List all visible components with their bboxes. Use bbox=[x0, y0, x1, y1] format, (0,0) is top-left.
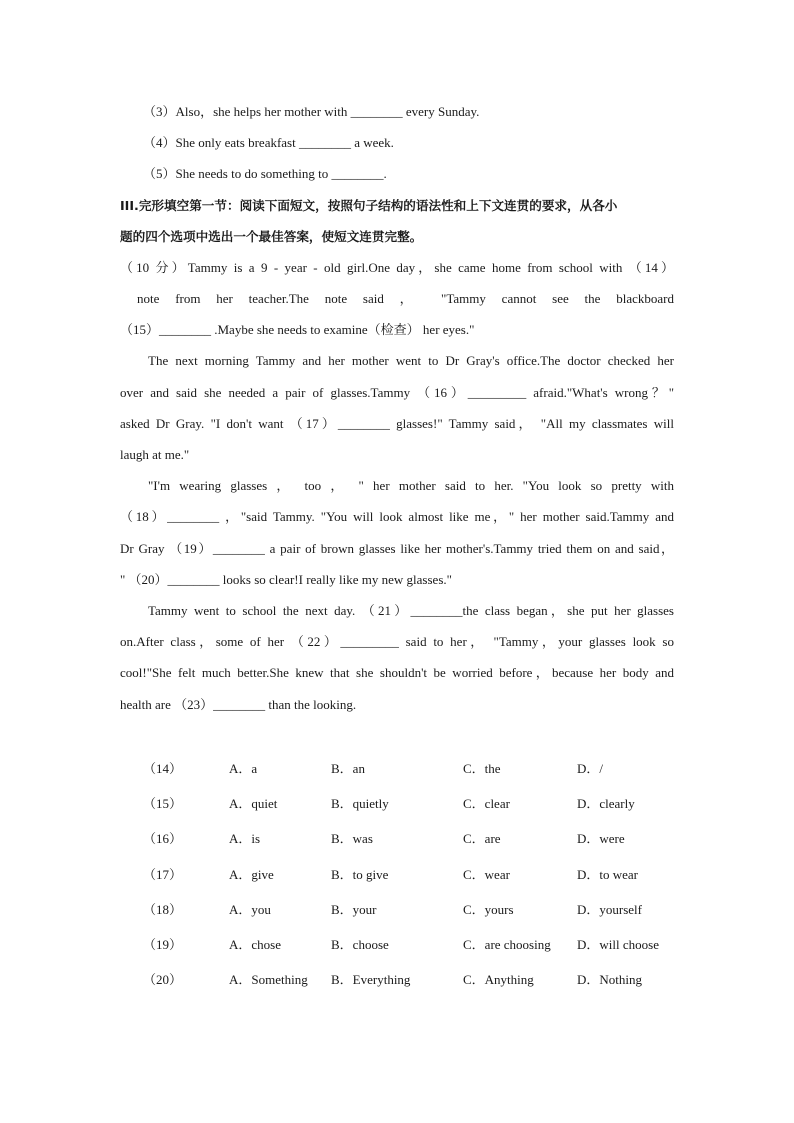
passage-line: on.After class，some of her （22）_________ said to her， "Tammy，your glasses look so bbox=[120, 634, 674, 649]
option-b[interactable]: B．to give bbox=[331, 867, 389, 882]
question-text: She needs to do something to ________. bbox=[175, 166, 387, 181]
passage-line: asked Dr Gray. "I don't want （17）________ glasses!" Tammy said， "All my classmates will bbox=[120, 416, 674, 431]
option-c[interactable]: C．Anything bbox=[463, 972, 534, 987]
passage-line: "I'm wearing glasses ， too ， " her mother said to her. "You look so pretty with bbox=[148, 478, 674, 493]
option-a[interactable]: A．you bbox=[229, 902, 271, 917]
option-row-20 bbox=[0, 971, 794, 989]
option-a[interactable]: A．a bbox=[229, 761, 258, 776]
option-a[interactable]: A．quiet bbox=[229, 796, 278, 811]
option-b[interactable]: B．was bbox=[331, 831, 373, 846]
option-row-17 bbox=[0, 866, 794, 884]
option-number: （17） bbox=[143, 867, 183, 882]
passage-line: laugh at me." bbox=[120, 447, 190, 462]
question-number: （4） bbox=[143, 135, 176, 150]
option-row-19 bbox=[0, 936, 794, 954]
section-heading-line-2: 题的四个选项中选出一个最佳答案，使短文连贯完整。 bbox=[120, 229, 423, 244]
option-row-16 bbox=[0, 830, 794, 848]
question-number: （3） bbox=[143, 104, 176, 119]
option-number: （14） bbox=[143, 761, 183, 776]
option-c[interactable]: C．clear bbox=[463, 796, 510, 811]
question-text: Also，she helps her mother with ________ every Sunday. bbox=[175, 104, 480, 119]
section-heading-line-1: III.完形填空第一节：阅读下面短文，按照句子结构的语法性和上下文连贯的要求，从各小 bbox=[120, 198, 618, 213]
option-row-14 bbox=[0, 760, 794, 778]
option-a[interactable]: A．chose bbox=[229, 937, 281, 952]
passage-line: health are （23）________ than the looking. bbox=[120, 697, 357, 712]
option-a[interactable]: A．Something bbox=[229, 972, 308, 987]
passage-line: " （20）________ looks so clear!I really like my new glasses." bbox=[120, 572, 452, 587]
option-d[interactable]: D．to wear bbox=[577, 867, 639, 882]
option-a[interactable]: A．give bbox=[229, 867, 274, 882]
option-d[interactable]: D．/ bbox=[577, 761, 604, 776]
option-a[interactable]: A．is bbox=[229, 831, 261, 846]
option-d[interactable]: D．clearly bbox=[577, 796, 635, 811]
option-d[interactable]: D．will choose bbox=[577, 937, 659, 952]
option-c[interactable]: C．are choosing bbox=[463, 937, 551, 952]
option-number: （20） bbox=[143, 972, 183, 987]
question-text: She only eats breakfast ________ a week. bbox=[175, 135, 394, 150]
option-c[interactable]: C．wear bbox=[463, 867, 510, 882]
option-row-18 bbox=[0, 901, 794, 919]
question-number: （5） bbox=[143, 166, 176, 181]
option-b[interactable]: B．your bbox=[331, 902, 377, 917]
option-d[interactable]: D．yourself bbox=[577, 902, 642, 917]
question-5 bbox=[143, 165, 387, 183]
option-number: （19） bbox=[143, 937, 183, 952]
passage-line: Dr Gray （19）________ a pair of brown glasses like her mother's.Tammy tried them on and said， bbox=[120, 541, 674, 556]
passage-line: cool!"She felt much better.She knew that she shouldn't be worried before，because her body and bbox=[120, 665, 674, 680]
option-b[interactable]: B．an bbox=[331, 761, 365, 776]
passage-line: Tammy went to school the next day. （21）________the class began，she put her glasses bbox=[148, 603, 674, 618]
passage-line: The next morning Tammy and her mother went to Dr Gray's office.The doctor checked her bbox=[148, 353, 674, 368]
option-number: （18） bbox=[143, 902, 183, 917]
passage-line: （15）________ .Maybe she needs to examine（检查） her eyes." bbox=[120, 322, 475, 337]
passage-line: over and said she needed a pair of glasses.Tammy （16）_________ afraid."What's wrong？" bbox=[120, 385, 674, 400]
option-d[interactable]: D．Nothing bbox=[577, 972, 643, 987]
question-4 bbox=[143, 134, 394, 152]
option-b[interactable]: B．Everything bbox=[331, 972, 411, 987]
option-number: （15） bbox=[143, 796, 183, 811]
option-b[interactable]: B．quietly bbox=[331, 796, 389, 811]
option-b[interactable]: B．choose bbox=[331, 937, 389, 952]
question-3 bbox=[143, 103, 479, 121]
option-c[interactable]: C．the bbox=[463, 761, 501, 776]
option-c[interactable]: C．yours bbox=[463, 902, 514, 917]
option-d[interactable]: D．were bbox=[577, 831, 625, 846]
option-c[interactable]: C．are bbox=[463, 831, 501, 846]
option-number: （16） bbox=[143, 831, 183, 846]
passage-line: （10 分）Tammy is a 9 - year - old girl.One day，she came home from school with （14） bbox=[120, 260, 674, 275]
passage-line: note from her teacher.The note said ， "Tammy cannot see the blackboard bbox=[137, 291, 674, 306]
option-row-15 bbox=[0, 795, 794, 813]
passage-line: （18）________ ，"said Tammy. "You will look almost like me，" her mother said.Tammy and bbox=[120, 509, 674, 524]
